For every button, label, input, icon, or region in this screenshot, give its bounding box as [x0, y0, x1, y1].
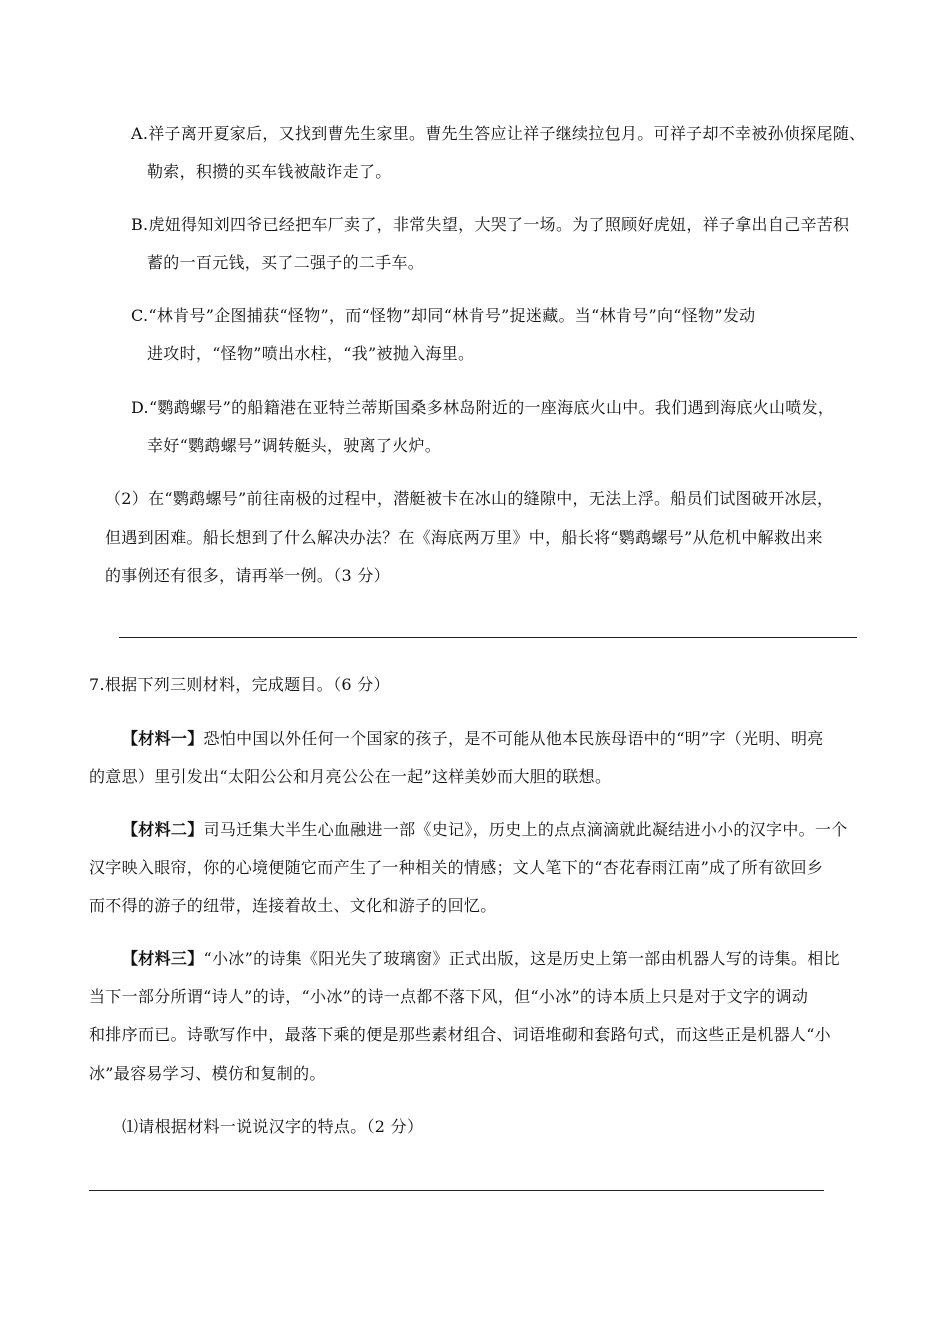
material-3-line-4: 冰”最容易学习、模仿和复制的。: [89, 1064, 326, 1083]
option-c-line-1: C.“林肯号”企图捕获“怪物”，而“怪物”却同“林肯号”捉迷藏。当“林肯号”向“怪物”发动: [131, 306, 756, 325]
option-a-line-1: A.祥子离开夏家后，又找到曹先生家里。曹先生答应让祥子继续拉包月。可祥子却不幸被孙侦探尾随、: [131, 124, 866, 143]
material-2-line-3: 而不得的游子的纽带，连接着故土、文化和游子的回忆。: [89, 896, 497, 915]
q7-sub-question-1: ⑴请根据材料一说说汉字的特点。（2 分）: [122, 1117, 424, 1136]
material-3-label: 【材料三】: [122, 949, 204, 968]
answer-line-q7-1[interactable]: [89, 1190, 824, 1191]
option-b-line-1: B.虎妞得知刘四爷已经把车厂卖了，非常失望，大哭了一场。为了照顾好虎妞，祥子拿出自己辛苦积: [131, 215, 850, 234]
material-3-line-3: 和排序而已。诗歌写作中，最落下乘的便是那些素材组合、词语堆砌和套路句式，而这些正是机器人“小: [89, 1025, 831, 1044]
answer-line-q6-2[interactable]: [119, 637, 857, 638]
q6-2-line-1: （2）在“鹦鹉螺号”前往南极的过程中，潜艇被卡在冰山的缝隙中，无法上浮。船员们试图破开冰层，: [105, 489, 834, 508]
q6-2-line-2: 但遇到困难。船长想到了什么解决办法？在《海底两万里》中，船长将“鹦鹉螺号”从危机中解救出来: [105, 528, 823, 547]
q6-2-line-3: 的事例还有很多，请再举一例。（3 分）: [105, 566, 390, 585]
material-3-line-2: 当下一部分所谓“诗人”的诗，“小冰”的诗一点都不落下风，但“小冰”的诗本质上只是对于文字的调动: [89, 987, 809, 1006]
option-d-line-2: 幸好“鹦鹉螺号”调转艇头，驶离了火炉。: [147, 436, 442, 455]
option-c-line-2: 进攻时，“怪物”喷出水柱，“我”被抛入海里。: [147, 344, 475, 363]
material-1-label: 【材料一】: [122, 729, 204, 748]
material-3-line-1: “小冰”的诗集《阳光失了玻璃窗》正式出版，这是历史上第一部由机器人写的诗集。相比: [203, 949, 840, 968]
material-1-line-2: 的意思）里引发出“太阳公公和月亮公公在一起”这样美妙而大胆的联想。: [89, 767, 612, 786]
option-b-line-2: 蓄的一百元钱，买了二强子的二手车。: [147, 253, 425, 272]
material-1-line-1: 恐怕中国以外任何一个国家的孩子，是不可能从他本民族母语中的“明”字（光明、明亮: [203, 729, 824, 748]
material-2-line-1: 司马迁集大半生心血融进一部《史记》，历史上的点点滴滴就此凝结进小小的汉字中。一个: [203, 820, 848, 839]
material-2-line-2: 汉字映入眼帘，你的心境便随它而产生了一种相关的情感；文人笔下的“杏花春雨江南”成了所有欲回乡: [89, 858, 824, 877]
option-a-line-2: 勒索，积攒的买车钱被敲诈走了。: [147, 162, 392, 181]
material-2-label: 【材料二】: [122, 820, 204, 839]
option-d-line-1: D.“鹦鹉螺号”的船籍港在亚特兰蒂斯国桑多林岛附近的一座海底火山中。我们遇到海底火山喷发，: [131, 398, 835, 417]
q7-title: 7.根据下列三则材料，完成题目。（6 分）: [89, 675, 390, 694]
